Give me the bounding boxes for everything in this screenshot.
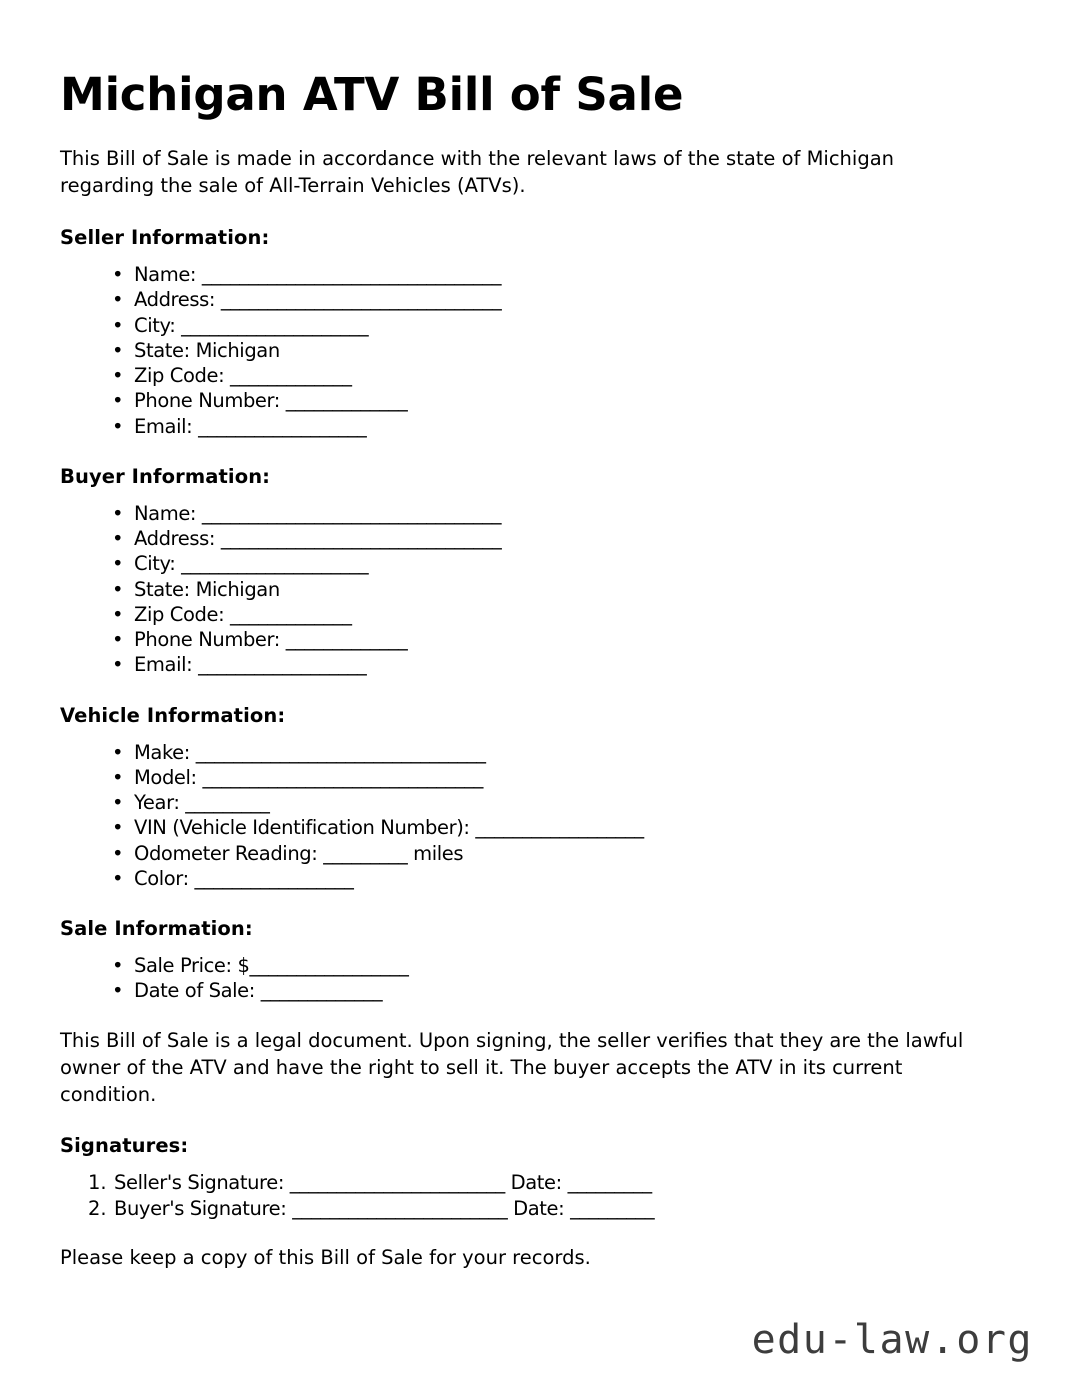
intro-paragraph: This Bill of Sale is made in accordance with the relevant laws of the state of Michigan regarding the sale of All-Terrain Vehicles (ATVs). <box>60 147 895 198</box>
sale-field-date: Date of Sale: _____________ <box>134 979 383 1003</box>
sale-field-price: Sale Price: $_________________ <box>134 954 409 978</box>
seller-field-city: City: ____________________ <box>134 313 369 337</box>
signatures-section-heading: Signatures: <box>60 1134 189 1158</box>
buyer-field-email: Email: __________________ <box>134 653 367 677</box>
list-item <box>112 866 1015 891</box>
list-item <box>112 363 1015 388</box>
buyer-signature-line: Buyer's Signature: _______________________ Date: _________ <box>114 1196 655 1220</box>
buyer-section-heading: Buyer Information: <box>60 464 271 488</box>
sale-section-heading: Sale Information: <box>60 917 253 941</box>
sale-field-list <box>60 953 1015 1004</box>
seller-signature-line: Seller's Signature: _______________________ Date: _________ <box>114 1171 652 1195</box>
list-item <box>112 627 1015 652</box>
vehicle-section-heading: Vehicle Information: <box>60 703 286 727</box>
list-item <box>112 740 1015 765</box>
closing-note: Please keep a copy of this Bill of Sale for your records. <box>60 1245 591 1269</box>
list-item <box>112 765 1015 790</box>
list-item <box>112 551 1015 576</box>
vehicle-field-vin: VIN (Vehicle Identification Number): __________________ <box>134 816 644 840</box>
list-item <box>112 262 1015 287</box>
list-item <box>112 577 1015 602</box>
list-item <box>112 501 1015 526</box>
vehicle-field-list <box>60 740 1015 892</box>
list-item <box>112 841 1015 866</box>
list-item <box>112 313 1015 338</box>
vehicle-field-make: Make: _______________________________ <box>134 740 486 764</box>
seller-field-name: Name: ________________________________ <box>134 263 502 287</box>
site-watermark: edu-law.org <box>751 1317 1033 1363</box>
buyer-field-address: Address: ______________________________ <box>134 527 502 551</box>
vehicle-field-color: Color: _________________ <box>134 866 354 890</box>
seller-field-list <box>60 262 1015 439</box>
buyer-field-phone: Phone Number: _____________ <box>134 628 408 652</box>
list-item <box>112 388 1015 413</box>
page-title: Michigan ATV Bill of Sale <box>60 68 684 121</box>
list-item <box>112 790 1015 815</box>
seller-field-email: Email: __________________ <box>134 414 367 438</box>
seller-field-address: Address: ______________________________ <box>134 288 502 312</box>
list-item <box>112 338 1015 363</box>
vehicle-field-model: Model: ______________________________ <box>134 765 484 789</box>
legal-paragraph: This Bill of Sale is a legal document. Upon signing, the seller verifies that they are the lawful owner of the ATV and have the right to sell it. The buyer accepts the ATV in its current condition. <box>60 1028 964 1106</box>
seller-section-heading: Seller Information: <box>60 226 270 250</box>
list-item <box>88 1196 1015 1221</box>
buyer-field-zip: Zip Code: _____________ <box>134 602 352 626</box>
list-item <box>112 652 1015 677</box>
seller-field-phone: Phone Number: _____________ <box>134 389 408 413</box>
seller-field-zip: Zip Code: _____________ <box>134 364 352 388</box>
seller-field-state: State: Michigan <box>134 338 280 362</box>
list-item <box>112 526 1015 551</box>
vehicle-field-year: Year: _________ <box>134 791 270 815</box>
list-item <box>112 414 1015 439</box>
buyer-field-list <box>60 501 1015 678</box>
list-item <box>112 287 1015 312</box>
list-item <box>88 1170 1015 1195</box>
buyer-field-state: State: Michigan <box>134 577 280 601</box>
list-item <box>112 978 1015 1003</box>
signature-list <box>60 1170 1015 1221</box>
buyer-field-city: City: ____________________ <box>134 552 369 576</box>
list-item <box>112 602 1015 627</box>
list-item <box>112 953 1015 978</box>
list-item <box>112 815 1015 840</box>
vehicle-field-odometer: Odometer Reading: _________ miles <box>134 841 464 865</box>
buyer-field-name: Name: ________________________________ <box>134 501 502 525</box>
